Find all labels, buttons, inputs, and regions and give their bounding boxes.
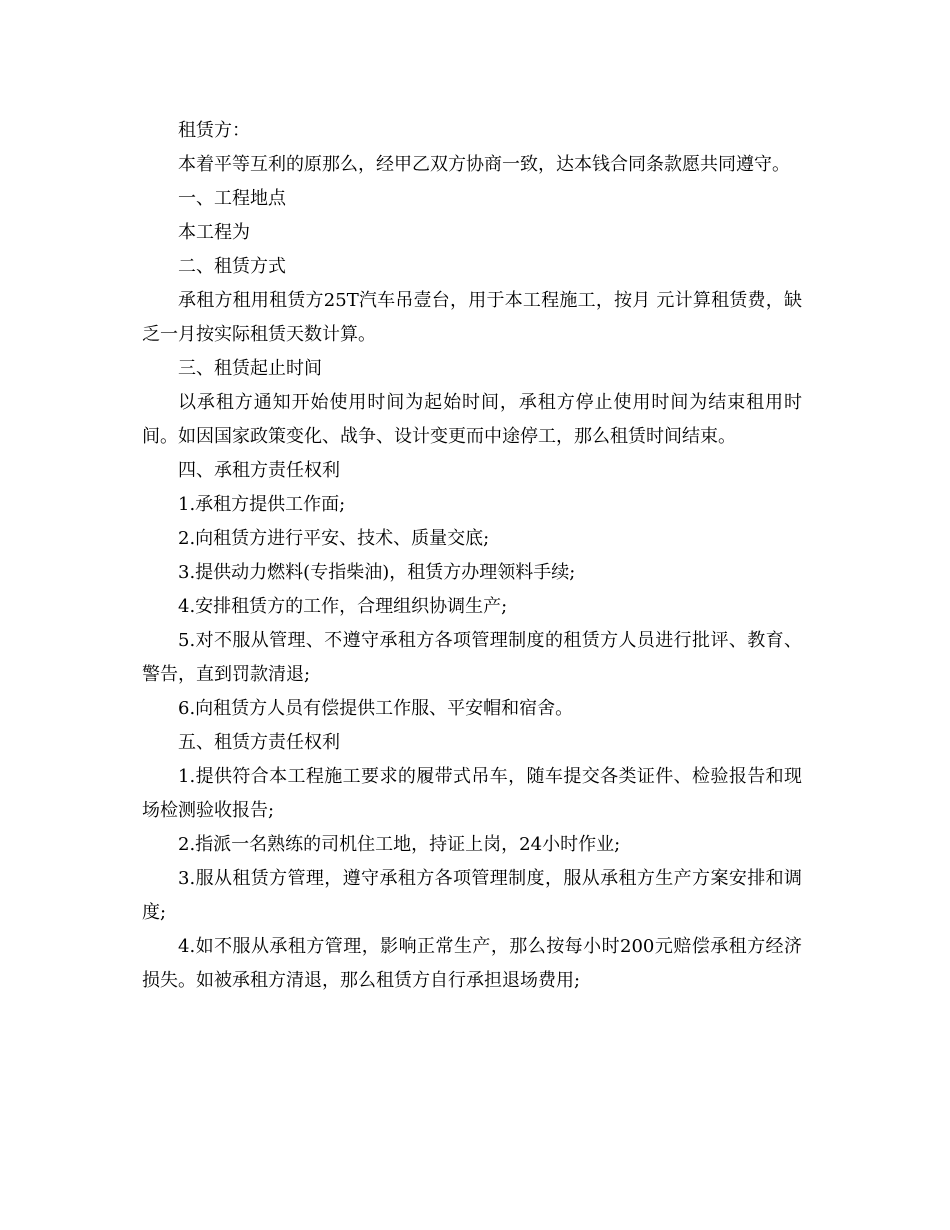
- project-location-text: 本工程为: [178, 222, 250, 243]
- lessee-duty-item: 5.对不服从管理、不遵守承租方各项管理制度的租赁方人员进行批评、教育、警告，直到罚款清退;: [142, 630, 802, 685]
- section-heading-lease-method: 二、租赁方式: [178, 256, 286, 277]
- lessee-duty-item: 3.提供动力燃料(专指柴油)，租赁方办理领料手续;: [178, 562, 576, 583]
- lease-period-text: 以承租方通知开始使用时间为起始时间，承租方停止使用时间为结束租用时间。如因国家政策变化、战争、设计变更而中途停工，那么租赁时间结束。: [142, 392, 802, 447]
- section-heading-lease-period: 三、租赁起止时间: [178, 358, 322, 379]
- lessee-duty-item: 6.向租赁方人员有偿提供工作服、平安帽和宿舍。: [178, 698, 574, 719]
- preamble-paragraph: 本着平等互利的原那么，经甲乙双方协商一致，达本钱合同条款愿共同遵守。: [178, 154, 790, 175]
- lessee-duty-item: 1.承租方提供工作面;: [178, 494, 346, 515]
- lessor-duty-item: 3.服从租赁方管理，遵守承租方各项管理制度，服从承租方生产方案安排和调度;: [142, 868, 802, 923]
- section-heading-lessor-duties: 五、租赁方责任权利: [178, 732, 340, 753]
- lessor-duty-item: 1.提供符合本工程施工要求的履带式吊车，随车提交各类证件、检验报告和现场检测验收报告;: [142, 766, 802, 821]
- lessor-duty-item: 4.如不服从承租方管理，影响正常生产，那么按每小时200元赔偿承租方经济损失。如被承租方清退，那么租赁方自行承担退场费用;: [142, 936, 802, 991]
- lessee-duty-item: 2.向租赁方进行平安、技术、质量交底;: [178, 528, 490, 549]
- lessee-duty-item: 4.安排租赁方的工作，合理组织协调生产;: [178, 596, 508, 617]
- lessor-duty-item: 2.指派一名熟练的司机住工地，持证上岗，24小时作业;: [178, 834, 621, 855]
- lessor-label: 租赁方：: [178, 120, 250, 141]
- section-heading-lessee-duties: 四、承租方责任权利: [178, 460, 340, 481]
- contract-body: [142, 114, 802, 998]
- section-heading-project-location: 一、工程地点: [178, 188, 286, 209]
- lease-method-text: 承租方租用租赁方25T汽车吊壹台，用于本工程施工，按月 元计算租赁费，缺乏一月按实际租赁天数计算。: [142, 290, 802, 345]
